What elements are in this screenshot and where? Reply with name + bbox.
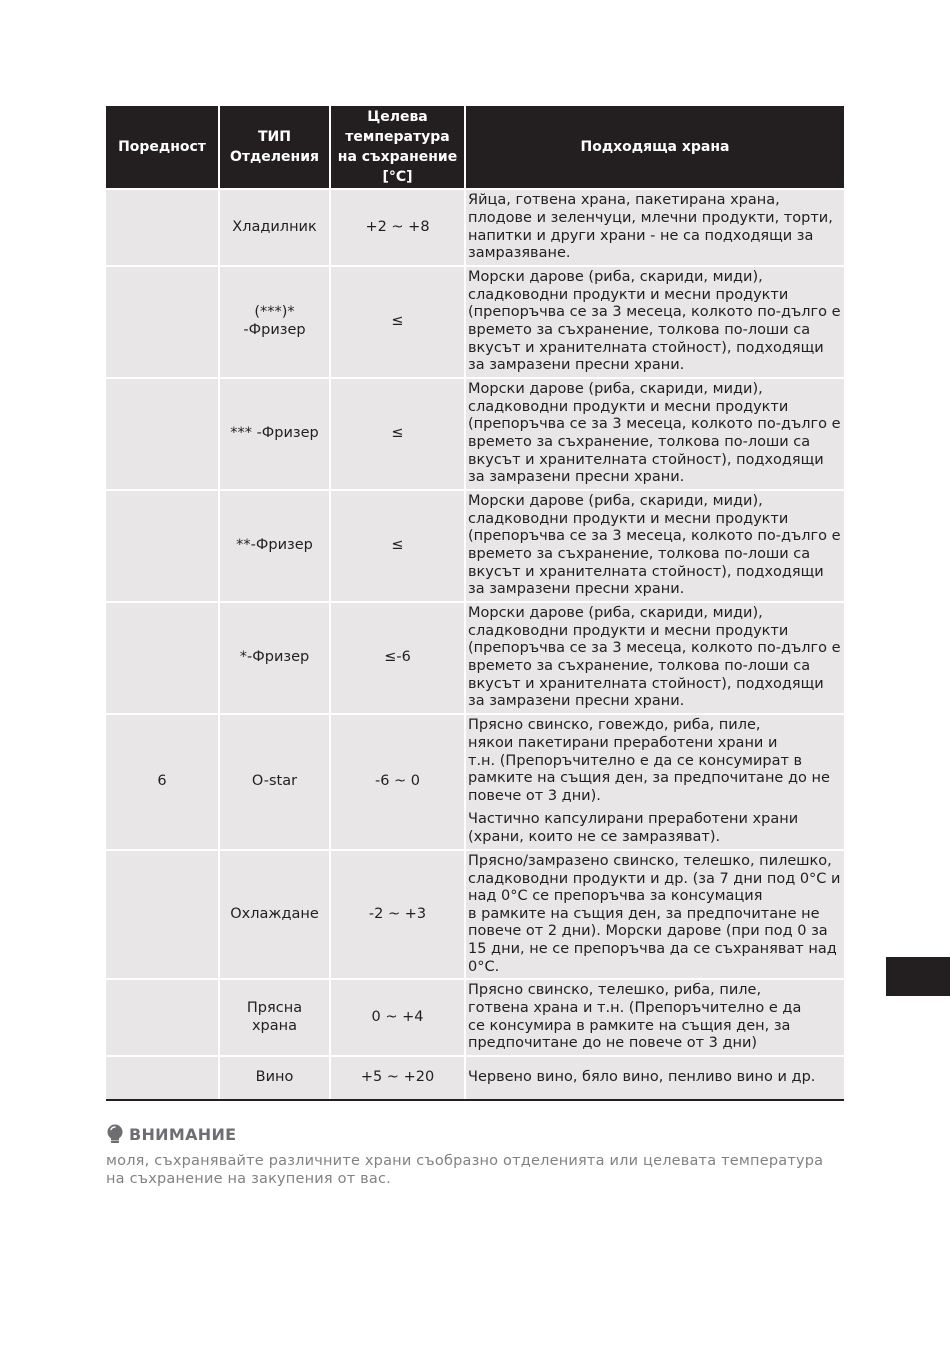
- header-order-label: Поредност: [118, 139, 206, 155]
- table-row: [106, 378, 844, 490]
- cell-order: [106, 266, 219, 378]
- food-text: Морски дарове (риба, скариди, миди), сладководни продукти и месни продукти (препоръчва се за 3 месеца, колкото по-дълго е времето за съхранение, толкова по-лоши са вкусът и хранителната стойност), подходящи за замразени пресни храни.: [468, 269, 841, 374]
- table-row: [106, 490, 844, 602]
- cell-type: [219, 490, 330, 602]
- type-label: *** -Фризер: [230, 425, 319, 442]
- cell-type: [219, 189, 330, 266]
- table-header-row: [106, 106, 844, 189]
- food-text: Прясно свинско, говеждо, риба, пиле, някои пакетирани преработени храни и т.н. (Препоръчително е да се консумират в рамките на същия ден, за предпочитане до не повече от 3 дни).: [468, 717, 830, 804]
- table-row: [106, 602, 844, 714]
- food-text-secondary: Частично капсулирани преработени храни (храни, които не се замразяват).: [468, 811, 799, 845]
- cell-temp: -2 ~ +3: [330, 850, 465, 979]
- cell-temp: ≤-6: [330, 602, 465, 714]
- type-label: O-star: [251, 773, 298, 790]
- cell-type: [219, 602, 330, 714]
- page-side-tab: [886, 957, 950, 996]
- table-row: [106, 189, 844, 266]
- cell-type: [219, 850, 330, 979]
- type-label: Хладилник: [232, 218, 317, 235]
- notice-section: [106, 1124, 846, 1188]
- notice-text: моля, съхранявайте различните храни съобразно отделенията или целевата температура на съхранение на закупения от вас.: [106, 1153, 824, 1187]
- food-text: Прясно/замразено свинско, телешко, пилешко, сладководни продукти и др. (за 7 дни под 0°C и над 0°C се препоръчва за консумация в рамките на същия ден, за предпочитане не повече от 2 дни). Морски дарове (при под 0 за 15 дни, не се препоръчва да се съхраняват над 0°C.: [468, 853, 841, 975]
- cell-type: [219, 266, 330, 378]
- cell-order: [106, 602, 219, 714]
- cell-order: 6: [106, 714, 219, 850]
- food-text: Морски дарове (риба, скариди, миди), сладководни продукти и месни продукти (препоръчва се за 3 месеца, колкото по-дълго е времето за съхранение, толкова по-лоши са вкусът и хранителната стойност), подходящи за замразени пресни храни.: [468, 493, 841, 598]
- notice-heading: [106, 1124, 846, 1144]
- cell-food: [465, 490, 844, 602]
- food-text: Морски дарове (риба, скариди, миди), сладководни продукти и месни продукти (препоръчва се за 3 месеца, колкото по-дълго е времето за съхранение, толкова по-лоши са вкусът и хранителната стойност), подходящи за замразени пресни храни.: [468, 605, 841, 710]
- cell-food: [465, 189, 844, 266]
- cell-food: [465, 602, 844, 714]
- header-type: [219, 106, 330, 189]
- food-text: Червено вино, бяло вино, пенливо вино и др.: [468, 1069, 816, 1086]
- cell-order: [106, 979, 219, 1056]
- cell-temp: +5 ~ +20: [330, 1056, 465, 1100]
- cell-order: [106, 189, 219, 266]
- food-text: Прясно свинско, телешко, риба, пиле, готвена храна и т.н. (Препоръчително е да се консумира в рамките на същия ден, за предпочитане до не повече от 3 дни): [468, 982, 802, 1052]
- cell-temp: -6 ~ 0: [330, 714, 465, 850]
- table-row: [106, 266, 844, 378]
- header-type-label: ТИП Отделения: [229, 129, 320, 165]
- cell-food: [465, 1056, 844, 1100]
- cell-type: [219, 378, 330, 490]
- cell-temp: ≤: [330, 378, 465, 490]
- cell-order: [106, 378, 219, 490]
- type-label: Охлаждане: [230, 905, 319, 922]
- table-row: [106, 850, 844, 979]
- cell-order: [106, 850, 219, 979]
- storage-table: [106, 106, 844, 1101]
- header-food-label: Подходяща храна: [580, 139, 730, 155]
- header-temperature: [330, 106, 465, 189]
- notice-title: ВНИМАНИЕ: [129, 1124, 237, 1144]
- type-label: Прясна храна: [246, 1000, 303, 1034]
- header-temperature-label: Целева температура на съхранение [°C]: [337, 109, 458, 185]
- cell-type: [219, 1056, 330, 1100]
- cell-temp: ≤: [330, 266, 465, 378]
- lightbulb-icon: [106, 1124, 124, 1144]
- cell-temp: +2 ~ +8: [330, 189, 465, 266]
- cell-type: [219, 979, 330, 1056]
- food-text: Морски дарове (риба, скариди, миди), сладководни продукти и месни продукти (препоръчва се за 3 месеца, колкото по-дълго е времето за съхранение, толкова по-лоши са вкусът и хранителната стойност), подходящи за замразени пресни храни.: [468, 381, 841, 486]
- type-label: (***)* -Фризер: [243, 304, 306, 338]
- header-order: [106, 106, 219, 189]
- cell-temp: 0 ~ +4: [330, 979, 465, 1056]
- cell-food: [465, 850, 844, 979]
- table-row: [106, 714, 844, 850]
- cell-type: [219, 714, 330, 850]
- table-row: [106, 1056, 844, 1100]
- type-label: Вино: [255, 1069, 294, 1086]
- cell-order: [106, 490, 219, 602]
- cell-food: [465, 714, 844, 850]
- table-row: [106, 979, 844, 1056]
- cell-food: [465, 979, 844, 1056]
- type-label: *-Фризер: [239, 649, 310, 666]
- type-label: **-Фризер: [236, 537, 313, 554]
- cell-food: [465, 266, 844, 378]
- header-food: [465, 106, 844, 189]
- cell-food: [465, 378, 844, 490]
- cell-order: [106, 1056, 219, 1100]
- food-text: Яйца, готвена храна, пакетирана храна, плодове и зеленчуци, млечни продукти, торти, напитки и други храни - не са подходящи за замразяване.: [468, 192, 833, 262]
- cell-temp: ≤: [330, 490, 465, 602]
